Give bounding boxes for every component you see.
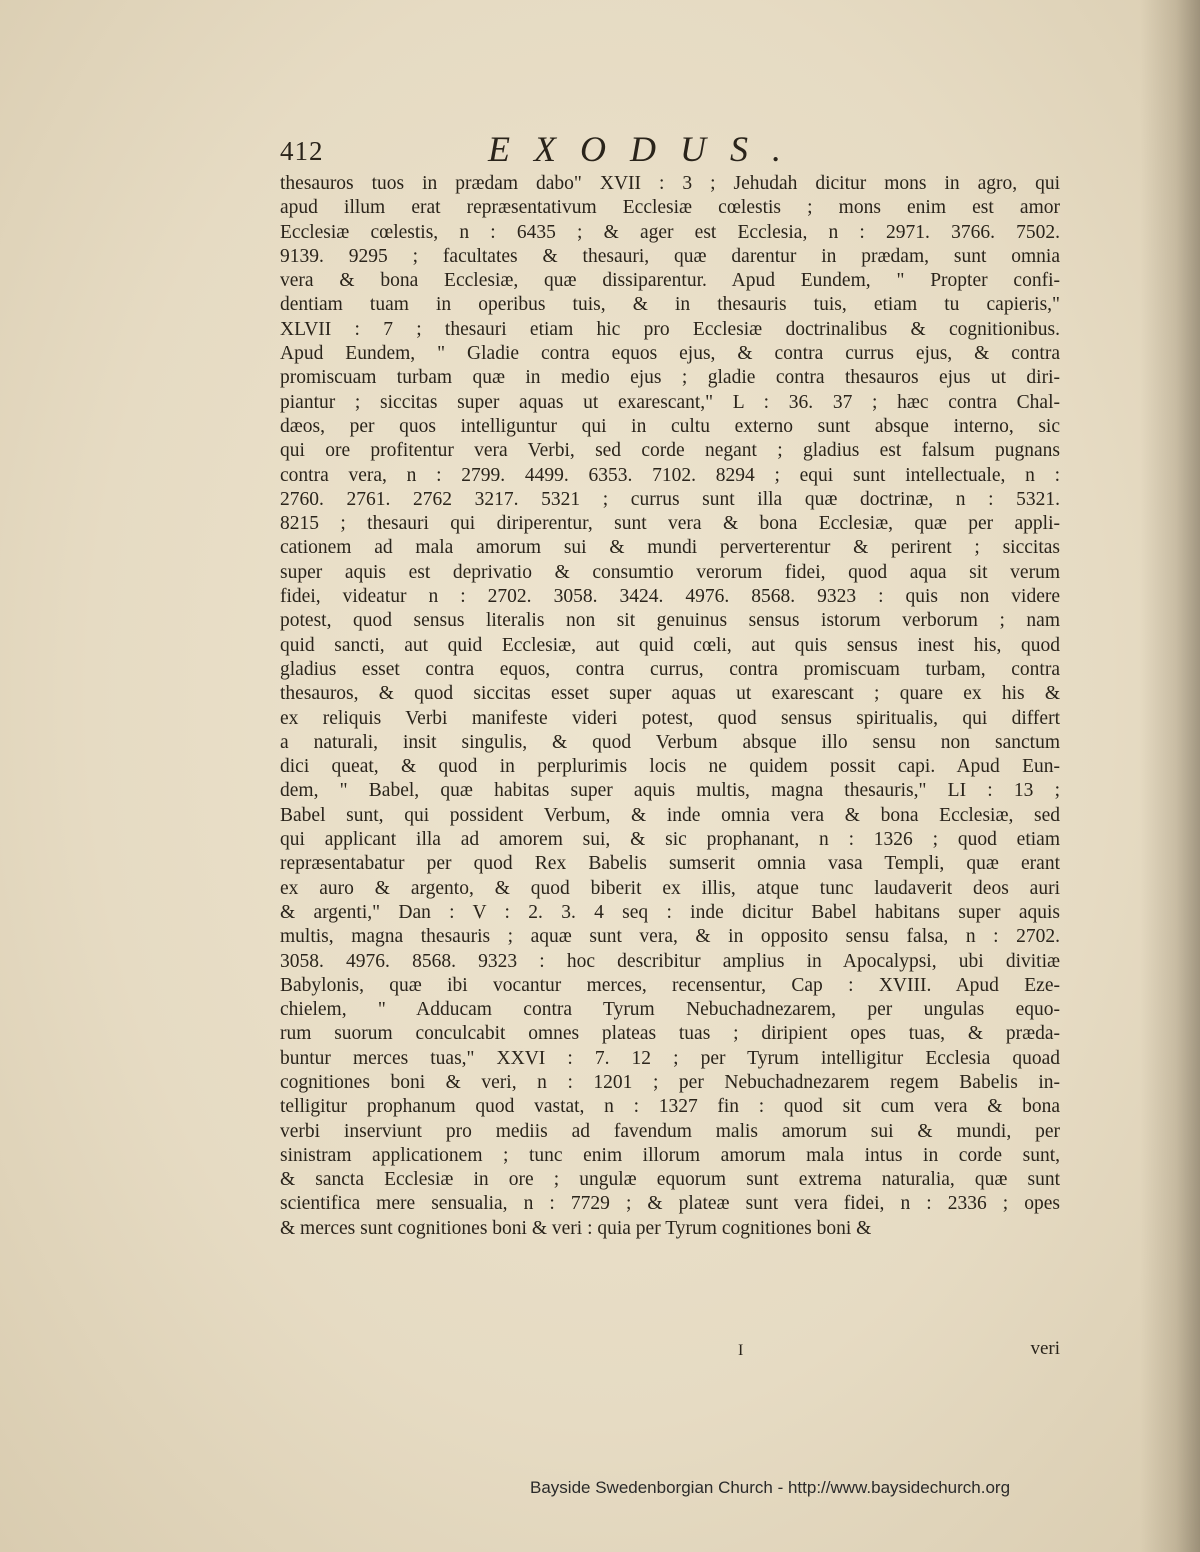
catchword: veri bbox=[1030, 1338, 1060, 1359]
text-line: fidei, videatur n : 2702. 3058. 3424. 4976. 8568. 9323 : quis non videre bbox=[280, 586, 1060, 608]
text-line: piantur ; siccitas super aquas ut exarescant," L : 36. 37 ; hæc contra Chal- bbox=[280, 391, 1060, 413]
text-line: cognitiones boni & veri, n : 1201 ; per Nebuchadnezarem regem Babelis in- bbox=[280, 1071, 1060, 1093]
text-line: promiscuam turbam quæ in medio ejus ; gladie contra thesauros ejus ut diri- bbox=[280, 367, 1060, 389]
text-line: scientifica mere sensualia, n : 7729 ; & plateæ sunt vera fidei, n : 2336 ; opes bbox=[280, 1193, 1060, 1215]
text-line: repræsentabatur per quod Rex Babelis sumserit omnia vasa Templi, quæ erant bbox=[280, 853, 1060, 875]
text-line: Apud Eundem, " Gladie contra equos ejus, & contra currus ejus, & contra bbox=[280, 343, 1060, 365]
page-header bbox=[280, 128, 1060, 172]
text-line: XLVII : 7 ; thesauri etiam hic pro Ecclesiæ doctrinalibus & cognitionibus. bbox=[280, 318, 1060, 340]
text-line: ex reliquis Verbi manifeste videri potest, quod sensus spiritualis, qui differt bbox=[280, 707, 1060, 729]
text-line: thesauros, & quod siccitas esset super aquas ut exarescant ; quare ex his & bbox=[280, 683, 1060, 705]
text-line: vera & bona Ecclesiæ, quæ dissiparentur. Apud Eundem, " Propter confi- bbox=[280, 270, 1060, 292]
text-line: multis, magna thesauris ; aquæ sunt vera, & in opposito sensu falsa, n : 2702. bbox=[280, 926, 1060, 948]
text-line: dentiam tuam in operibus tuis, & in thesauris tuis, etiam tu capieris," bbox=[280, 294, 1060, 316]
text-line: cationem ad mala amorum sui & mundi perverterentur & perirent ; siccitas bbox=[280, 537, 1060, 559]
text-line: & merces sunt cognitiones boni & veri : quia per Tyrum cognitiones boni & bbox=[280, 1217, 872, 1239]
text-line: Babylonis, quæ ibi vocantur merces, recensentur, Cap : XVIII. Apud Eze- bbox=[280, 974, 1060, 996]
body-text bbox=[280, 172, 1060, 1241]
text-line: quid sancti, aut quid Ecclesiæ, aut quid cœli, aut quis sensus inest his, quod bbox=[280, 634, 1060, 656]
text-line: potest, quod sensus literalis non sit genuinus sensus istorum verborum ; nam bbox=[280, 610, 1060, 632]
text-line: thesauros tuos in prædam dabo" XVII : 3 ; Jehudah dicitur mons in agro, qui bbox=[280, 173, 1060, 194]
text-line: verbi inserviunt pro mediis ad favendum malis amorum sui & mundi, per bbox=[280, 1120, 1060, 1142]
text-line: ex auro & argento, & quod biberit ex illis, atque tunc laudaverit deos auri bbox=[280, 877, 1060, 899]
text-line: & sancta Ecclesiæ in ore ; ungulæ equorum sunt extrema naturalia, quæ sunt bbox=[280, 1169, 1060, 1191]
binding-gutter-shadow bbox=[1140, 0, 1200, 1552]
text-line: rum suorum conculcabit omnes plateas tuas ; diripient opes tuas, & præda- bbox=[280, 1023, 1060, 1045]
page-number: 412 bbox=[280, 136, 324, 166]
text-line: & argenti," Dan : V : 2. 3. 4 seq : inde dicitur Babel habitans super aquis bbox=[280, 901, 1060, 923]
watermark-credit: Bayside Swedenborgian Church - http://www.baysidechurch.org bbox=[530, 1478, 1011, 1497]
text-line: chielem, " Adducam contra Tyrum Nebuchadnezarem, per ungulas equo- bbox=[280, 999, 1060, 1021]
text-line: contra vera, n : 2799. 4499. 6353. 7102. 8294 ; equi sunt intellectuale, n : bbox=[280, 464, 1060, 486]
text-line: gladius esset contra equos, contra currus, contra promiscuam turbam, contra bbox=[280, 658, 1060, 680]
text-line: 3058. 4976. 8568. 9323 : hoc describitur amplius in Apocalypsi, ubi divitiæ bbox=[280, 950, 1060, 972]
text-line: apud illum erat repræsentativum Ecclesiæ cœlestis ; mons enim est amor bbox=[280, 197, 1060, 219]
text-line: dici queat, & quod in perplurimis locis ne quidem possit capi. Apud Eun- bbox=[280, 756, 1060, 778]
text-line: qui ore profitentur vera Verbi, sed corde negant ; gladius est falsum pugnans bbox=[280, 440, 1060, 462]
text-line: qui applicant illa ad amorem sui, & sic prophanant, n : 1326 ; quod etiam bbox=[280, 829, 1060, 851]
text-line: Babel sunt, qui possident Verbum, & inde omnia vera & bona Ecclesiæ, sed bbox=[280, 804, 1060, 826]
text-line: super aquis est deprivatio & consumtio verorum fidei, quod aqua sit verum bbox=[280, 561, 1060, 583]
running-title: EXODUS. bbox=[488, 129, 805, 169]
text-line: 8215 ; thesauri qui diriperentur, sunt vera & bona Ecclesiæ, quæ per appli- bbox=[280, 513, 1060, 535]
text-line: sinistram applicationem ; tunc enim illorum amorum mala intus in corde sunt, bbox=[280, 1144, 1060, 1166]
text-line: dem, " Babel, quæ habitas super aquis multis, magna thesauris," LI : 13 ; bbox=[280, 780, 1060, 802]
text-line: telligitur prophanum quod vastat, n : 1327 fin : quod sit cum vera & bona bbox=[280, 1096, 1060, 1118]
text-line: Ecclesiæ cœlestis, n : 6435 ; & ager est Ecclesia, n : 2971. 3766. 7502. bbox=[280, 221, 1060, 243]
text-line: 9139. 9295 ; facultates & thesauri, quæ darentur in prædam, sunt omnia bbox=[280, 245, 1060, 267]
text-line: dæos, per quos intelliguntur qui in cultu externo sunt absque interno, sic bbox=[280, 415, 1060, 437]
signature-mark: I bbox=[738, 1342, 744, 1359]
text-line: a naturali, insit singulis, & quod Verbum absque illo sensu non sanctum bbox=[280, 731, 1060, 753]
text-line: 2760. 2761. 2762 3217. 5321 ; currus sunt illa quæ doctrinæ, n : 5321. bbox=[280, 488, 1060, 510]
text-line: buntur merces tuas," XXVI : 7. 12 ; per Tyrum intelligitur Ecclesia quoad bbox=[280, 1047, 1060, 1069]
